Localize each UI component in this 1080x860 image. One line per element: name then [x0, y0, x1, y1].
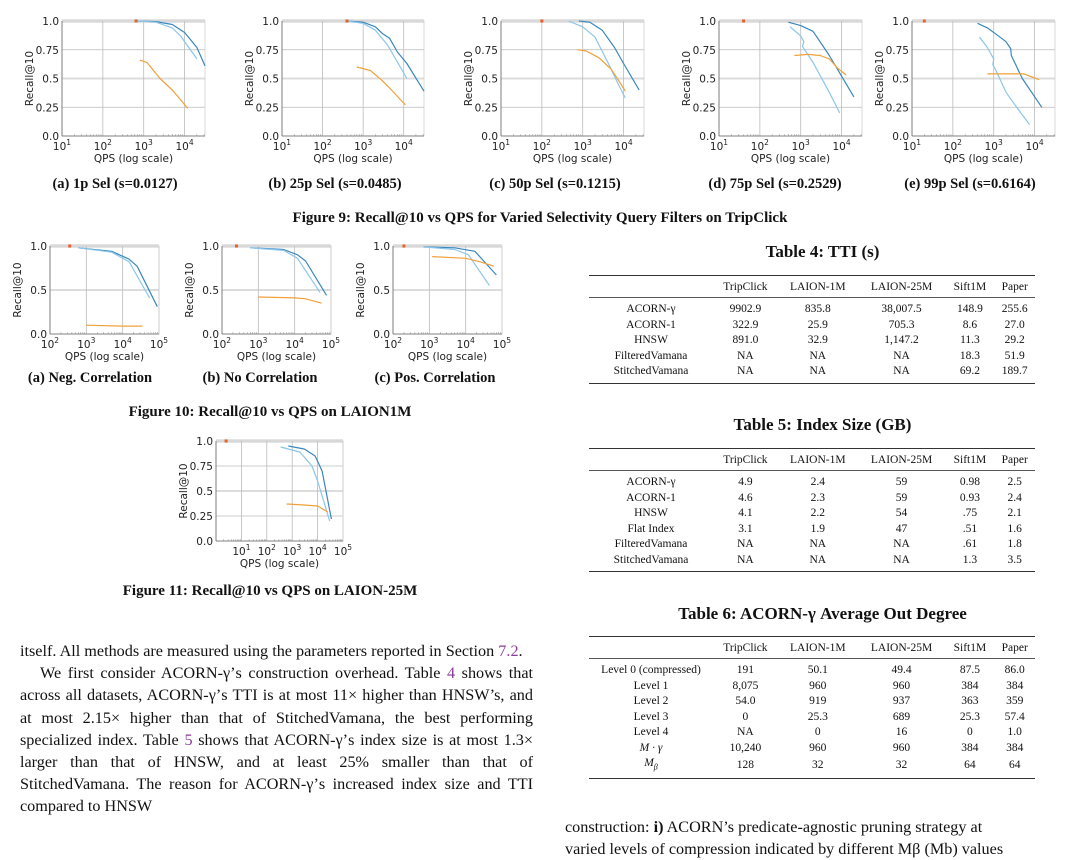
y-tick-label: 0.0 — [196, 536, 213, 548]
row-label: Level 3 — [633, 710, 669, 723]
row-label: StitchedVamana — [589, 553, 713, 572]
table-cell: 27.0 — [1004, 318, 1025, 331]
x-tick-label: $10^2$ — [93, 138, 112, 153]
table4-caption: Table 4: TTI (s) — [765, 242, 880, 261]
y-tick-label: 0.5 — [373, 285, 390, 297]
para2-text-c: shows that ACORN-γ’s index size is at most 1.3× larger than that of HNSW, and at least 25% smaller than that of StitchedVamana. The reason for ACORN-γ’s increased index size and TTI compared to HNSW — [20, 730, 533, 816]
figure9-caption: Figure 9: Recall@10 vs QPS for Varied Selectivity Query Filters on TripClick — [292, 210, 788, 226]
x-tick-label: $10^4$ — [394, 138, 413, 153]
table-cell: 9902.9 — [729, 303, 762, 315]
chart-fig11 — [0, 0, 360, 580]
column-header — [589, 637, 713, 659]
table-cell: 10,240 — [729, 741, 762, 754]
table-cell: 25.9 — [807, 318, 828, 331]
fig9c-subcaption: (c) 50p Sel (s=0.1215) — [489, 176, 621, 192]
right-line-2: varied levels of compression indicated by different Mβ (Mb) values — [565, 840, 1004, 859]
row-label: ACORN-1 — [626, 491, 676, 504]
x-tick-label: $10^3$ — [77, 336, 96, 351]
table-row — [589, 659, 1035, 679]
fig9e-subcaption: (e) 99p Sel (s=0.6164) — [904, 176, 1036, 192]
y-tick-label: 1.0 — [196, 436, 213, 448]
table-cell: 128 — [713, 756, 778, 778]
x-tick-label: $10^1$ — [52, 138, 72, 153]
right-line-1 — [565, 816, 1077, 838]
x-tick-label: $10^2$ — [750, 138, 769, 153]
y-tick-label: 0.25 — [35, 102, 59, 115]
x-axis-label: QPS (log scale) — [239, 558, 320, 570]
y-tick-label: 0.0 — [481, 131, 498, 143]
table-cell: 1.0 — [1007, 726, 1022, 738]
table5-link[interactable]: 5 — [184, 730, 193, 749]
table-cell: 8.6 — [962, 318, 978, 331]
y-tick-label: 0.5 — [42, 73, 59, 86]
table-cell: 191 — [736, 664, 755, 676]
table-cell: 1.6 — [1007, 522, 1022, 535]
table-cell: 49.4 — [891, 664, 912, 676]
table-cell: NA — [737, 726, 754, 738]
x-tick-label: $10^3$ — [420, 336, 439, 351]
table-cell: NA — [778, 553, 858, 572]
table-cell: 1.3 — [945, 553, 994, 572]
column-header: LAION-1M — [778, 276, 858, 298]
row-label: Flat Index — [627, 522, 675, 535]
y-tick-label: 1.0 — [30, 241, 47, 253]
row-label: Level 4 — [633, 726, 669, 738]
table-cell: NA — [858, 553, 946, 572]
x-tick-label: $10^3$ — [791, 138, 810, 153]
table-cell: 2.4 — [810, 476, 825, 488]
column-header: LAION-25M — [858, 276, 946, 298]
table-cell: 2.4 — [1007, 491, 1022, 504]
y-tick-label: 0.75 — [35, 44, 59, 57]
table-row — [589, 725, 1035, 741]
table-cell: 960 — [809, 741, 827, 754]
column-header: TripClick — [713, 449, 778, 471]
table-cell: 919 — [809, 695, 827, 707]
y-tick-label: 0.5 — [699, 73, 716, 86]
y-tick-label: 0.0 — [30, 329, 47, 341]
y-tick-label: 0.25 — [885, 102, 909, 115]
y-tick-label: 0.5 — [202, 285, 219, 297]
table-cell: 322.9 — [732, 318, 759, 331]
table-cell: NA — [809, 349, 827, 362]
row-label: HNSW — [634, 334, 668, 346]
figure11-caption: Figure 11: Recall@10 vs QPS on LAION-25M — [122, 583, 418, 599]
table-cell: 18.3 — [959, 349, 980, 362]
table-row — [589, 318, 1035, 334]
row-label: FilteredVamana — [614, 349, 688, 362]
table-row — [589, 522, 1035, 538]
series-line-prefilter — [287, 504, 328, 512]
y-tick-label: 0.75 — [474, 44, 498, 57]
table-cell: 1.9 — [810, 522, 825, 535]
table-row — [589, 756, 1035, 778]
x-tick-label: $10^3$ — [249, 336, 268, 351]
x-axis-label: QPS (log scale) — [532, 153, 613, 165]
plot-area — [874, 16, 1055, 165]
table-cell: 59 — [895, 476, 908, 488]
column-header: Sift1M — [945, 276, 994, 298]
table-cell: 8,075 — [732, 679, 759, 692]
x-axis-label: QPS (log scale) — [313, 153, 393, 165]
table-cell: 87.5 — [959, 664, 980, 676]
x-tick-label: $10^2$ — [313, 138, 332, 153]
table-cell: 25.3 — [807, 710, 828, 723]
x-tick-label: $10^2$ — [383, 336, 403, 351]
right-line-1-b: ACORN’s predicate-agnostic pruning strategy at — [663, 818, 983, 836]
x-tick-label: $10^3$ — [573, 138, 592, 153]
table6-caption: Table 6: ACORN-γ Average Out Degree — [678, 604, 967, 623]
table-row — [589, 694, 1035, 710]
series-line-acorn-1 — [281, 447, 330, 521]
table-cell: 384 — [1006, 741, 1024, 754]
table-cell: 148.9 — [956, 303, 983, 315]
table-cell: NA — [713, 553, 778, 572]
row-label: ACORN-γ — [626, 476, 676, 488]
x-tick-label: $10^3$ — [354, 138, 373, 153]
x-tick-label: $10^4$ — [285, 336, 304, 351]
plot-area — [178, 436, 352, 570]
table-cell: NA — [893, 349, 910, 362]
x-tick-label: $10^3$ — [283, 543, 302, 558]
right-line-1-bold: i) — [653, 818, 664, 836]
para2-text-a: We first consider ACORN-γ’s construction overhead. Table — [40, 664, 447, 683]
body-text-right — [565, 816, 1077, 860]
table-row — [589, 491, 1035, 507]
y-axis-label: Recall@10 — [184, 262, 196, 318]
table-cell: 384 — [961, 741, 979, 754]
table-row — [589, 679, 1035, 695]
x-tick-label: $10^1$ — [709, 138, 729, 153]
table-cell: 3.1 — [738, 522, 753, 535]
table-cell: 38,007.5 — [881, 303, 922, 315]
table-cell: 25.3 — [959, 710, 980, 723]
table-cell: 29.2 — [1004, 334, 1025, 346]
table-row — [589, 349, 1035, 365]
y-tick-label: 0.0 — [892, 131, 909, 143]
y-tick-label: 0.75 — [189, 461, 213, 473]
table5-caption: Table 5: Index Size (GB) — [733, 415, 912, 434]
x-tick-label: $10^5$ — [149, 336, 169, 351]
x-tick-label: $10^4$ — [456, 336, 475, 351]
table-row — [589, 537, 1035, 553]
para2-text-b: shows that across all datasets, ACORN-γ’s TTI is at most 11× higher than HNSW’s, and at most 2.15× higher than that of StitchedVamana, the best performing specialized index. Table — [20, 664, 533, 749]
x-axis-label: QPS (log scale) — [236, 351, 317, 363]
x-tick-label: $10^2$ — [532, 138, 551, 153]
table-cell: 1,147.2 — [884, 334, 919, 346]
row-label: Level 0 (compressed) — [601, 664, 701, 676]
y-tick-label: 1.0 — [892, 16, 909, 28]
oracle-point — [402, 245, 405, 248]
table-cell: 86.0 — [1004, 664, 1025, 676]
table-cell: 64 — [945, 756, 994, 778]
y-tick-label: 0.0 — [42, 131, 59, 143]
table-row — [589, 298, 1035, 318]
table-cell: 32.9 — [807, 334, 828, 346]
table-cell: 0 — [742, 710, 749, 723]
column-header — [589, 449, 713, 471]
column-header: Sift1M — [945, 637, 994, 659]
y-tick-label: 0.5 — [262, 73, 279, 86]
column-header: Paper — [994, 276, 1035, 298]
y-tick-label: 1.0 — [481, 16, 498, 28]
table-cell: 2.5 — [1007, 476, 1022, 488]
right-line-1-a: construction: — [565, 818, 654, 836]
table-cell: 4.6 — [738, 491, 753, 504]
x-axis-label: QPS (log scale) — [750, 153, 831, 165]
x-axis-label: QPS (log scale) — [407, 351, 488, 363]
table-cell: 835.8 — [804, 303, 831, 315]
y-tick-label: 0.5 — [892, 73, 909, 86]
section-link[interactable]: 7.2 — [498, 642, 519, 660]
table-cell: NA — [893, 538, 910, 550]
fig9d-subcaption: (d) 75p Sel (s=0.2529) — [708, 176, 842, 192]
row-label: FilteredVamana — [614, 538, 688, 550]
y-axis-label: Recall@10 — [24, 50, 36, 107]
table-cell: 0.93 — [959, 491, 980, 504]
table-cell: 3.5 — [994, 553, 1035, 572]
y-tick-label: 0.25 — [692, 102, 716, 115]
table-cell: 2.3 — [810, 491, 825, 504]
y-axis-label: Recall@10 — [463, 50, 475, 107]
table-row — [589, 553, 1035, 572]
x-tick-label: $10^3$ — [984, 138, 1003, 153]
column-header: TripClick — [713, 637, 778, 659]
body-text-left — [20, 640, 533, 818]
table-row — [589, 710, 1035, 726]
x-tick-label: $10^4$ — [175, 138, 194, 153]
row-label: $M_\beta$ — [589, 756, 713, 778]
table5 — [589, 448, 1035, 572]
table-cell: 54.0 — [735, 695, 756, 707]
table-cell: 2.2 — [810, 507, 825, 519]
table-cell: 384 — [961, 679, 979, 692]
x-tick-label: $10^4$ — [113, 336, 132, 351]
table-row — [589, 741, 1035, 757]
table-cell: 705.3 — [888, 318, 915, 331]
y-tick-label: 0.5 — [196, 486, 213, 498]
row-label: StitchedVamana — [589, 364, 713, 383]
y-tick-label: 1.0 — [202, 241, 219, 253]
x-tick-label: $10^4$ — [1025, 138, 1044, 153]
table-cell: 960 — [892, 741, 911, 754]
y-tick-label: 0.75 — [255, 44, 279, 57]
fig11-plot — [0, 0, 360, 585]
table-cell: 4.1 — [738, 507, 753, 519]
table4 — [589, 275, 1035, 384]
table-cell: 32 — [778, 756, 858, 778]
x-tick-label: $10^1$ — [491, 138, 511, 153]
table6 — [589, 636, 1035, 779]
column-header: LAION-25M — [858, 637, 946, 659]
table-cell: 47 — [895, 522, 908, 535]
column-header: TripClick — [713, 276, 778, 298]
table-cell: 384 — [1006, 679, 1024, 692]
series-line-acorn- — [288, 446, 331, 519]
table-cell: 57.4 — [1004, 710, 1025, 723]
table-cell: 11.3 — [960, 334, 980, 346]
table-cell: NA — [737, 538, 754, 550]
x-tick-label: $10^5$ — [492, 336, 512, 351]
x-tick-label: $10^5$ — [321, 336, 341, 351]
x-tick-label: $10^4$ — [614, 138, 633, 153]
column-header: LAION-1M — [778, 637, 858, 659]
row-label: Level 2 — [633, 695, 669, 707]
y-tick-label: 1.0 — [373, 241, 390, 253]
table-cell: NA — [809, 538, 827, 550]
table-cell: 59 — [895, 491, 908, 504]
row-label: ACORN-1 — [626, 318, 676, 331]
y-tick-label: 1.0 — [42, 16, 59, 28]
table-cell: 0 — [814, 726, 821, 738]
table-cell: 960 — [892, 679, 911, 692]
x-tick-label: $10^4$ — [832, 138, 851, 153]
y-axis-label: Recall@10 — [355, 262, 367, 318]
table-cell: .61 — [962, 538, 978, 550]
table-cell: NA — [858, 364, 946, 383]
table-cell: 1.8 — [1007, 538, 1022, 550]
row-label: ACORN-γ — [626, 303, 676, 315]
table-cell: 937 — [892, 695, 911, 707]
table-cell: 0.98 — [959, 476, 980, 488]
figure10-caption: Figure 10: Recall@10 vs QPS on LAION1M — [128, 404, 412, 420]
column-header: LAION-25M — [858, 449, 946, 471]
column-header: Sift1M — [945, 449, 994, 471]
y-tick-label: 0.0 — [373, 329, 390, 341]
x-axis-label: QPS (log scale) — [943, 153, 1024, 165]
fig10b-subcaption: (b) No Correlation — [202, 370, 318, 386]
table-cell: 16 — [895, 726, 908, 738]
row-label: Level 1 — [633, 679, 669, 692]
table-cell: .75 — [962, 507, 978, 519]
table-cell: NA — [778, 364, 858, 383]
table-cell: 255.6 — [1001, 303, 1028, 315]
x-tick-label: $10^1$ — [902, 138, 922, 153]
x-tick-label: $10^4$ — [308, 543, 327, 558]
table-cell: 960 — [809, 679, 827, 692]
y-tick-label: 0.25 — [189, 511, 213, 523]
table-cell: .51 — [962, 522, 978, 535]
para2 — [20, 662, 533, 817]
y-axis-label: Recall@10 — [874, 50, 886, 107]
column-header: Paper — [994, 637, 1035, 659]
series-line-acorn-1 — [980, 37, 1030, 124]
table-cell: 0 — [967, 726, 973, 738]
table-cell: 50.1 — [807, 664, 828, 676]
y-tick-label: 0.25 — [474, 102, 498, 115]
table-cell: 51.9 — [1004, 349, 1025, 362]
y-tick-label: 1.0 — [699, 16, 716, 28]
fig10a-subcaption: (a) Neg. Correlation — [27, 370, 153, 386]
x-axis-label: QPS (log scale) — [64, 351, 145, 363]
y-axis-label: Recall@10 — [244, 50, 256, 107]
table-cell: 359 — [1006, 695, 1024, 707]
fig10c-subcaption: (c) Pos. Correlation — [374, 370, 496, 386]
y-tick-label: 0.0 — [202, 329, 219, 341]
x-tick-label: $10^2$ — [943, 138, 962, 153]
x-tick-label: $10^5$ — [333, 543, 353, 558]
y-axis-label: Recall@10 — [12, 262, 24, 318]
plot-area — [355, 241, 511, 363]
table-row — [589, 364, 1035, 383]
y-tick-label: 1.0 — [262, 16, 279, 28]
table-row — [589, 333, 1035, 349]
table-cell: NA — [737, 349, 754, 362]
table-cell: 54 — [895, 507, 908, 519]
y-tick-label: 0.25 — [255, 102, 279, 115]
column-header: Paper — [994, 449, 1035, 471]
row-label: HNSW — [634, 507, 668, 519]
y-axis-label: Recall@10 — [178, 463, 190, 519]
table-cell: 32 — [858, 756, 946, 778]
y-tick-label: 0.0 — [262, 131, 279, 143]
table-cell: 69.2 — [945, 364, 994, 383]
para1-end: . — [518, 642, 523, 660]
table-cell: 4.9 — [738, 476, 753, 488]
table-cell: 2.1 — [1007, 507, 1022, 519]
y-tick-label: 0.5 — [30, 285, 47, 297]
x-tick-label: $10^2$ — [257, 543, 276, 558]
para1-text: itself. All methods are measured using the parameters reported in Section — [20, 642, 499, 660]
row-label: M · γ — [639, 741, 663, 754]
table4-link[interactable]: 4 — [446, 664, 456, 683]
fig9a-subcaption: (a) 1p Sel (s=0.0127) — [52, 176, 178, 192]
y-axis-label: Recall@10 — [681, 50, 693, 107]
oracle-point — [923, 20, 926, 23]
y-tick-label: 0.75 — [692, 44, 716, 57]
series-line-acorn-1 — [424, 247, 490, 286]
table-row — [589, 506, 1035, 522]
x-axis-label: QPS (log scale) — [93, 153, 174, 165]
x-tick-label: $10^2$ — [40, 336, 60, 351]
table-cell: 64 — [994, 756, 1035, 778]
column-header: LAION-1M — [778, 449, 858, 471]
table-cell: NA — [713, 364, 778, 383]
oracle-point — [225, 440, 228, 443]
series-line-acorn- — [978, 23, 1042, 107]
x-tick-label: $10^3$ — [134, 138, 153, 153]
x-tick-label: $10^1$ — [232, 543, 251, 558]
y-tick-label: 0.0 — [699, 131, 716, 143]
table-cell: 189.7 — [994, 364, 1035, 383]
x-tick-label: $10^2$ — [212, 336, 232, 351]
table-cell: 891.0 — [732, 334, 759, 346]
x-tick-label: $10^1$ — [272, 138, 292, 153]
table-row — [589, 471, 1035, 491]
y-tick-label: 0.75 — [885, 44, 909, 57]
y-tick-label: 0.5 — [481, 73, 498, 86]
table-cell: 363 — [961, 695, 979, 707]
table-cell: 689 — [892, 710, 911, 723]
column-header — [589, 276, 713, 298]
fig9b-subcaption: (b) 25p Sel (s=0.0485) — [268, 176, 402, 192]
